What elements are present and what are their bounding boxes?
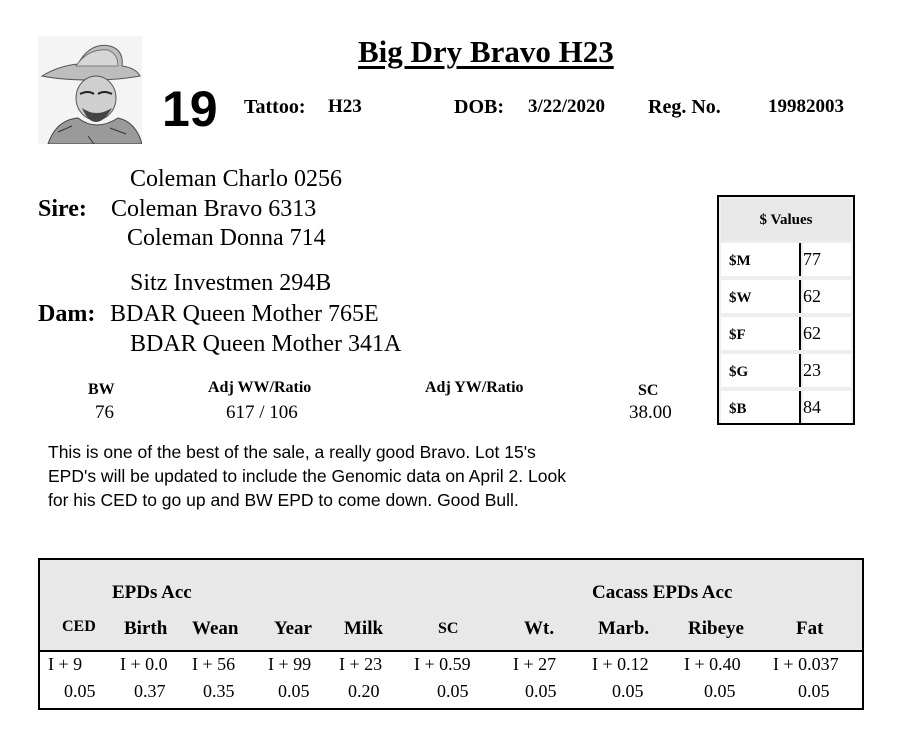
dollar-value-row (721, 317, 851, 350)
tattoo-value: H23 (328, 96, 362, 117)
yw-label: Adj YW/Ratio (425, 379, 524, 396)
dollar-value-key: $B (721, 391, 801, 423)
dollar-values-title: $ Values (721, 199, 851, 241)
dollar-value-row (721, 280, 851, 313)
epd-value-fat: I + 0.037 (773, 654, 839, 674)
epd-table (38, 558, 864, 710)
sire-dam: Coleman Donna 714 (127, 225, 326, 251)
dollar-values-table (717, 195, 855, 425)
dollar-value-row (721, 354, 851, 387)
epd-value-ribeye: I + 0.40 (684, 654, 741, 674)
cowboy-logo-icon (38, 36, 142, 144)
epd-col-milk: Milk (344, 618, 384, 639)
dollar-value-key: $W (721, 280, 801, 313)
epd-col-marb: Marb. (598, 618, 650, 639)
dob-value: 3/22/2020 (528, 96, 606, 117)
dollar-value: 23 (803, 354, 851, 387)
acc-value-fat: 0.05 (798, 681, 830, 701)
epd-col-wt: Wt. (524, 618, 555, 639)
acc-value-marb: 0.05 (612, 681, 644, 701)
acc-value-sc: 0.05 (437, 681, 469, 701)
sire-sire: Coleman Charlo 0256 (130, 166, 342, 192)
ww-label: Adj WW/Ratio (208, 379, 312, 396)
dollar-value-key: $G (721, 354, 801, 387)
epd-value-marb: I + 0.12 (592, 654, 649, 674)
epd-col-ribeye: Ribeye (688, 618, 744, 639)
epd-group-label: EPDs Acc (112, 582, 192, 603)
epd-value-year: I + 99 (268, 654, 312, 674)
acc-value-year: 0.05 (278, 681, 310, 701)
reg-value: 19982003 (768, 96, 844, 117)
acc-value-milk: 0.20 (348, 681, 380, 701)
dollar-value: 84 (803, 391, 851, 423)
epd-col-year: Year (274, 618, 312, 639)
acc-value-wean: 0.35 (203, 681, 235, 701)
epd-value-wean: I + 56 (192, 654, 236, 674)
dollar-value-row (721, 243, 851, 276)
dam-dam: BDAR Queen Mother 341A (130, 331, 402, 357)
epd-value-ced: I + 9 (48, 654, 83, 674)
tattoo-label: Tattoo: (244, 96, 306, 118)
animal-name: Big Dry Bravo H23 (358, 34, 614, 69)
carcass-epd-group-label: Cacass EPDs Acc (592, 582, 733, 603)
dob-label: DOB: (454, 96, 504, 118)
sire-name: Coleman Bravo 6313 (111, 196, 317, 222)
epd-col-ced: CED (62, 618, 96, 635)
dollar-value: 62 (803, 280, 851, 313)
lot-number: 19 (162, 81, 218, 137)
dam-sire: Sitz Investmen 294B (130, 270, 332, 296)
epd-value-wt: I + 27 (513, 654, 557, 674)
dam-label: Dam: (38, 301, 96, 327)
sc-label: SC (638, 382, 659, 399)
acc-value-ribeye: 0.05 (704, 681, 736, 701)
epd-col-fat: Fat (796, 618, 824, 639)
bw-label: BW (88, 381, 115, 398)
dollar-value-row (721, 391, 851, 423)
acc-value-birth: 0.37 (134, 681, 166, 701)
dollar-value-key: $M (721, 243, 801, 276)
epd-col-birth: Birth (124, 618, 168, 639)
dollar-value: 77 (803, 243, 851, 276)
epd-col-wean: Wean (192, 618, 239, 639)
epd-col-sc: SC (438, 620, 459, 637)
ww-value: 617 / 106 (226, 402, 298, 423)
epd-value-sc: I + 0.59 (414, 654, 471, 674)
lot-notes: This is one of the best of the sale, a really good Bravo. Lot 15's EPD's will be updated to include the Genomic data on April 2. Look for his CED to go up and BW EPD to come down. Good Bull. (48, 442, 566, 510)
sire-label: Sire: (38, 196, 87, 222)
reg-label: Reg. No. (648, 96, 721, 118)
acc-value-ced: 0.05 (64, 681, 96, 701)
dollar-value: 62 (803, 317, 851, 350)
sc-value: 38.00 (629, 402, 672, 423)
acc-value-wt: 0.05 (525, 681, 557, 701)
epd-value-milk: I + 23 (339, 654, 383, 674)
dollar-value-key: $F (721, 317, 801, 350)
bw-value: 76 (95, 402, 114, 423)
dam-name: BDAR Queen Mother 765E (110, 301, 379, 327)
epd-value-birth: I + 0.0 (120, 654, 168, 674)
